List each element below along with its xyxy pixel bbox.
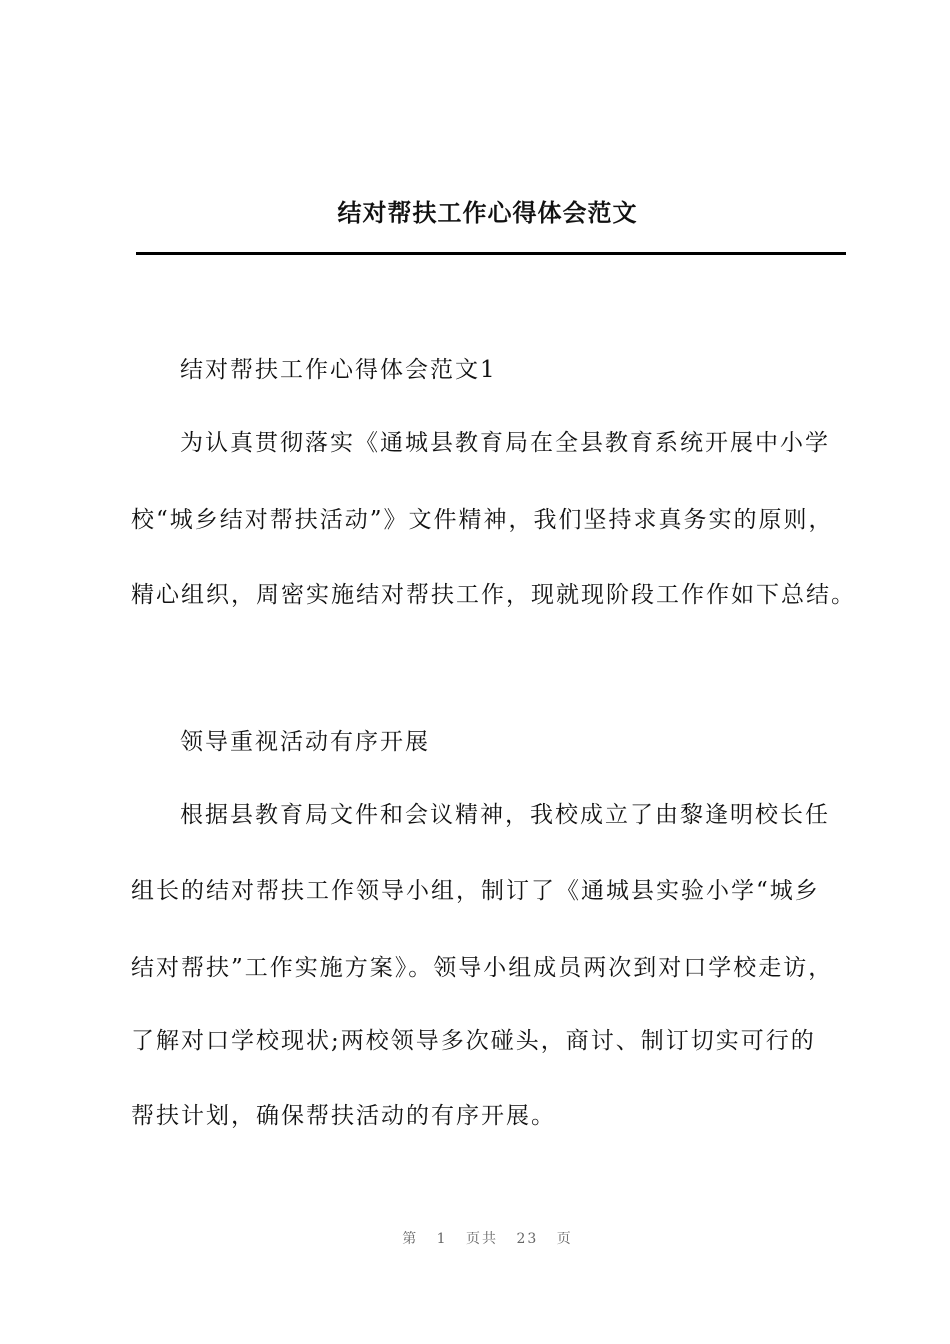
paragraph-line: 帮扶计划，确保帮扶活动的有序开展。 (131, 1103, 556, 1129)
paragraph-line: 校“城乡结对帮扶活动”》文件精神，我们坚持求真务实的原则， (131, 507, 834, 533)
footer-middle: 页共 (466, 1231, 499, 1247)
footer-suffix: 页 (556, 1231, 573, 1247)
paragraph-line: 结对帮扶”工作实施方案》。领导小组成员两次到对口学校走访， (131, 955, 834, 981)
footer-page-number: 1 (436, 1231, 448, 1247)
paragraph-line: 根据县教育局文件和会议精神，我校成立了由黎逢明校长任 (180, 802, 830, 828)
footer-prefix: 第 (402, 1231, 419, 1247)
paragraph-line: 了解对口学校现状;两校领导多次碰头，商讨、制订切实可行的 (131, 1028, 816, 1054)
title-underline (136, 252, 846, 255)
document-title: 结对帮扶工作心得体会范文 (337, 198, 638, 227)
paragraph-line: 组长的结对帮扶工作领导小组，制订了《通城县实验小学“城乡 (131, 878, 820, 904)
section-heading: 结对帮扶工作心得体会范文1 (180, 357, 497, 383)
footer-total-pages: 23 (516, 1231, 539, 1247)
section-heading: 领导重视活动有序开展 (180, 729, 430, 755)
paragraph-line: 精心组织，周密实施结对帮扶工作，现就现阶段工作作如下总结。 (131, 582, 856, 608)
page-footer (0, 1228, 950, 1248)
paragraph-line: 为认真贯彻落实《通城县教育局在全县教育系统开展中小学 (180, 430, 830, 456)
